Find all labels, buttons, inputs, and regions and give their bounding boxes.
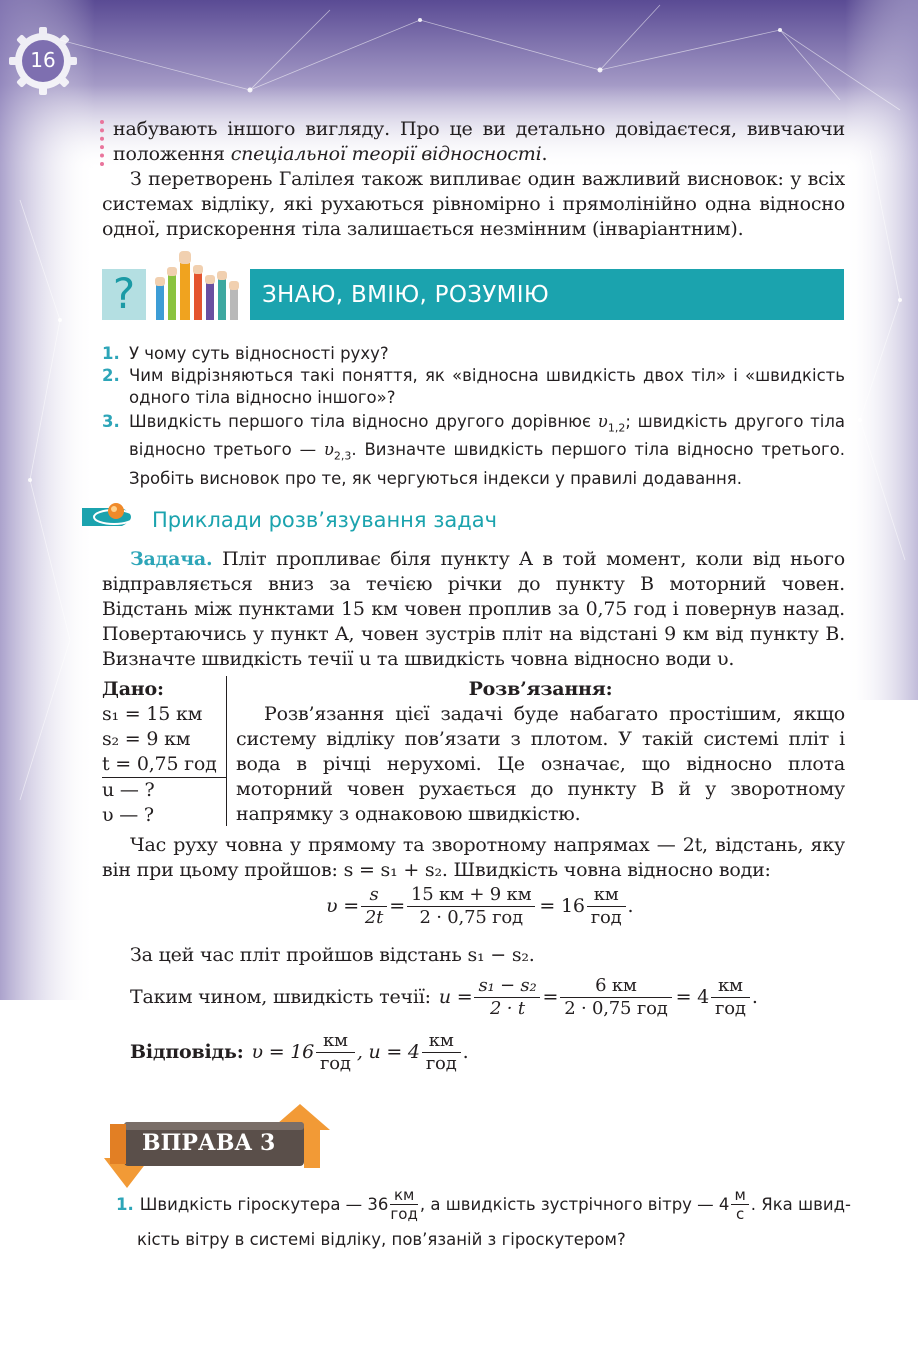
equation-speed: υ = $\frac{s}{2t}$ = $\frac{15 км + 9 км}{\text{2 · 0,75 год}}$ = 16 $\frac{км}{\text{год}}$ . <box>326 884 634 928</box>
answer-line: Відповідь: υ = 16 $\frac{км}{\text{год}}$ , u = 4 $\frac{км}{\text{год}}$ . <box>130 1030 469 1074</box>
galileo-paragraph: З перетворень Галілея також випливає один важливий висновок: у всіх системах відліку, які рухаються рівномірно і прямолінійно одна відносно одної, прискорення тіла залишається незмінним (інваріантним). <box>102 168 845 240</box>
answer-label: Відповідь: <box>130 1041 244 1063</box>
given-row: t = 0,75 год <box>102 752 226 778</box>
question-item: 2. Чим відрізняються такі поняття, як «відносна швидкість двох тіл» і «швидкість одного тіла відносно іншого»? <box>102 366 845 407</box>
solution-block <box>236 677 845 827</box>
exercise-title: ВПРАВА 3 <box>142 1130 276 1156</box>
problem-text: Задача. Пліт пропливає біля пункту A в той момент, коли від нього відправляється вниз за течією річки до пункту B моторний човен. Відстань між пунктами 15 км човен проплив за 0,75 год і повернув назад. Повертаючись у пункт A, човен зустрів пліт на відстані 9 км від пункту B. Визначте швидкість течії u та швидкість човна відносно води υ. <box>102 548 846 670</box>
question-item: 1. У чому суть відносності руху? <box>102 344 389 363</box>
know-banner <box>102 269 844 320</box>
intro-line-1: набувають іншого вигляду. Про це ви детально довідаєтеся, вивчаючи <box>113 118 845 140</box>
question-mark: ? <box>112 269 136 318</box>
raised-hands-icon <box>148 249 248 320</box>
intro-text <box>113 117 845 167</box>
given-header: Дано: <box>102 678 164 700</box>
examples-heading: Приклади розв’язування задач <box>152 508 498 532</box>
question-list <box>102 343 845 490</box>
equation-current: Таким чином, швидкість течії: u = $\frac{\text{s₁ − s₂}}{2 \cdot t}$ = $\frac{6 км}{\text{2 · 0,75 год}}$ = 4 $\frac{км}{\text{год}}$ . <box>130 975 758 1019</box>
time-paragraph: Час руху човна у прямому та зворотному напрямах — 2t, відстань, яку він при цьому пройшов: s = s₁ + s₂. Швидкість човна відносно води: <box>102 834 845 881</box>
banner-title: ЗНАЮ, ВМІЮ, РОЗУМІЮ <box>262 282 549 308</box>
exercise-item: 1. Швидкість гіроскутера — 36 км год , а швидкість зустрічного вітру — 4 м с . Яка швид- <box>116 1186 851 1223</box>
intro-line-2: положення спеціальної теорії відносності. <box>113 143 548 165</box>
solution-header: Розв’язання: <box>468 678 613 700</box>
given-row: s₂ = 9 км <box>102 728 191 750</box>
given-divider <box>226 676 227 826</box>
raft-distance-line: За цей час пліт пройшов відстань s₁ − s₂. <box>130 944 535 966</box>
page-number-badge <box>8 26 78 96</box>
given-row: s₁ = 15 км <box>102 703 203 725</box>
given-block <box>102 677 226 828</box>
solution-text: Розв’язання цієї задачі буде набагато простішим, якщо систему відліку пов’язати з плотом. У такій системі пліт і вода в річці нерухомі. Це означає, що відносно плота моторний човен рухається до пункту B й у зворотному напрямку з однаковою швидкістю. <box>236 703 845 825</box>
problem-label: Задача. <box>130 548 213 570</box>
question-item: 3. Швидкість першого тіла відносно другого дорівнює $\upsilon_{1,2}$; швидкість другого тіла відносно третього — $\upsilon_{2,3}$. Визначте швидкість першого тіла відносно третього. Зробіть висновок про те, як чергуються індекси у правилі додавання. <box>102 412 846 488</box>
find-row: u — ? <box>102 779 155 801</box>
page-number: 16 <box>30 48 56 72</box>
dotted-margin-marker <box>100 120 104 166</box>
atom-icon <box>82 496 144 538</box>
exercise-item-line-2: кість вітру в системі відліку, пов’язаній з гіроскутером? <box>137 1230 626 1249</box>
find-row: υ — ? <box>102 804 154 826</box>
italic-term: спеціальної теорії відносності <box>230 143 542 165</box>
